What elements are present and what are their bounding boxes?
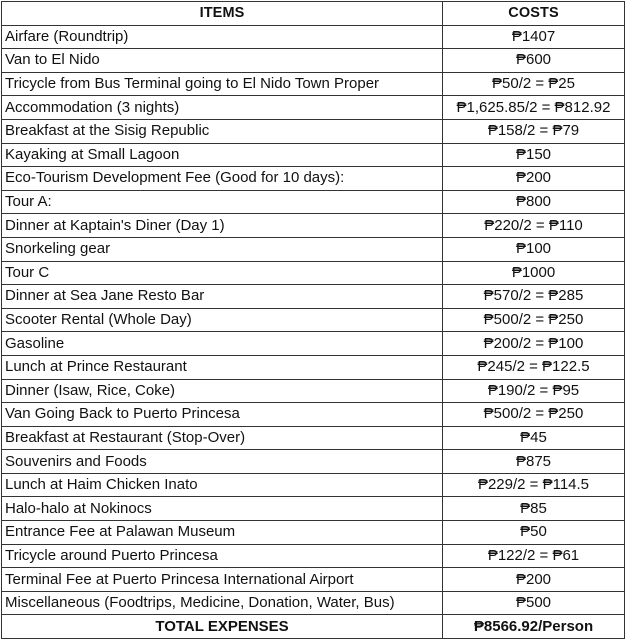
header-row [2,2,625,26]
cost-cell: ₱500/2 = ₱250 [443,308,625,332]
item-cell: Terminal Fee at Puerto Princesa International Airport [2,568,443,592]
cost-cell: ₱45 [443,426,625,450]
item-cell: Eco-Tourism Development Fee (Good for 10 days): [2,167,443,191]
cost-cell: ₱245/2 = ₱122.5 [443,355,625,379]
cost-cell: ₱200/2 = ₱100 [443,332,625,356]
cost-cell: ₱1407 [443,25,625,49]
item-cell: Tour C [2,261,443,285]
cost-cell: ₱875 [443,450,625,474]
table-row [2,403,625,427]
table-row [2,568,625,592]
cost-cell: ₱150 [443,143,625,167]
item-cell: Souvenirs and Foods [2,450,443,474]
cost-cell: ₱50/2 = ₱25 [443,72,625,96]
total-value: ₱8566.92/Person [443,615,625,639]
table-row [2,450,625,474]
table-row [2,426,625,450]
table-row [2,190,625,214]
cost-cell: ₱600 [443,49,625,73]
table-row [2,544,625,568]
expenses-table [1,1,625,639]
item-cell: Accommodation (3 nights) [2,96,443,120]
table-row [2,473,625,497]
table-footer [2,615,625,639]
cost-cell: ₱85 [443,497,625,521]
item-cell: Lunch at Prince Restaurant [2,355,443,379]
cost-cell: ₱200 [443,167,625,191]
items-column-header: ITEMS [2,2,443,26]
item-cell: Tricycle around Puerto Princesa [2,544,443,568]
cost-cell: ₱500/2 = ₱250 [443,403,625,427]
item-cell: Miscellaneous (Foodtrips, Medicine, Donation, Water, Bus) [2,591,443,615]
table-row [2,285,625,309]
total-row [2,615,625,639]
item-cell: Tour A: [2,190,443,214]
cost-cell: ₱200 [443,568,625,592]
cost-cell: ₱1000 [443,261,625,285]
item-cell: Kayaking at Small Lagoon [2,143,443,167]
item-cell: Gasoline [2,332,443,356]
item-cell: Lunch at Haim Chicken Inato [2,473,443,497]
cost-cell: ₱229/2 = ₱114.5 [443,473,625,497]
cost-cell: ₱570/2 = ₱285 [443,285,625,309]
item-cell: Dinner (Isaw, Rice, Coke) [2,379,443,403]
item-cell: Snorkeling gear [2,237,443,261]
cost-cell: ₱158/2 = ₱79 [443,119,625,143]
total-label: TOTAL EXPENSES [2,615,443,639]
table-row [2,355,625,379]
table-row [2,119,625,143]
cost-cell: ₱122/2 = ₱61 [443,544,625,568]
table-body [2,25,625,615]
cost-cell: ₱1,625.85/2 = ₱812.92 [443,96,625,120]
item-cell: Van Going Back to Puerto Princesa [2,403,443,427]
cost-cell: ₱800 [443,190,625,214]
table-row [2,96,625,120]
table-header [2,2,625,26]
table-row [2,49,625,73]
cost-cell: ₱50 [443,521,625,545]
table-row [2,237,625,261]
table-row [2,72,625,96]
table-row [2,143,625,167]
item-cell: Van to El Nido [2,49,443,73]
table-row [2,379,625,403]
table-row [2,261,625,285]
table-row [2,308,625,332]
item-cell: Dinner at Kaptain's Diner (Day 1) [2,214,443,238]
item-cell: Breakfast at the Sisig Republic [2,119,443,143]
item-cell: Airfare (Roundtrip) [2,25,443,49]
table-row [2,25,625,49]
cost-cell: ₱220/2 = ₱110 [443,214,625,238]
table-row [2,521,625,545]
item-cell: Scooter Rental (Whole Day) [2,308,443,332]
table-row [2,591,625,615]
table-row [2,497,625,521]
cost-cell: ₱500 [443,591,625,615]
table-row [2,167,625,191]
item-cell: Tricycle from Bus Terminal going to El Nido Town Proper [2,72,443,96]
cost-cell: ₱100 [443,237,625,261]
item-cell: Entrance Fee at Palawan Museum [2,521,443,545]
table-row [2,214,625,238]
item-cell: Breakfast at Restaurant (Stop-Over) [2,426,443,450]
item-cell: Dinner at Sea Jane Resto Bar [2,285,443,309]
table-row [2,332,625,356]
cost-cell: ₱190/2 = ₱95 [443,379,625,403]
item-cell: Halo-halo at Nokinocs [2,497,443,521]
costs-column-header: COSTS [443,2,625,26]
